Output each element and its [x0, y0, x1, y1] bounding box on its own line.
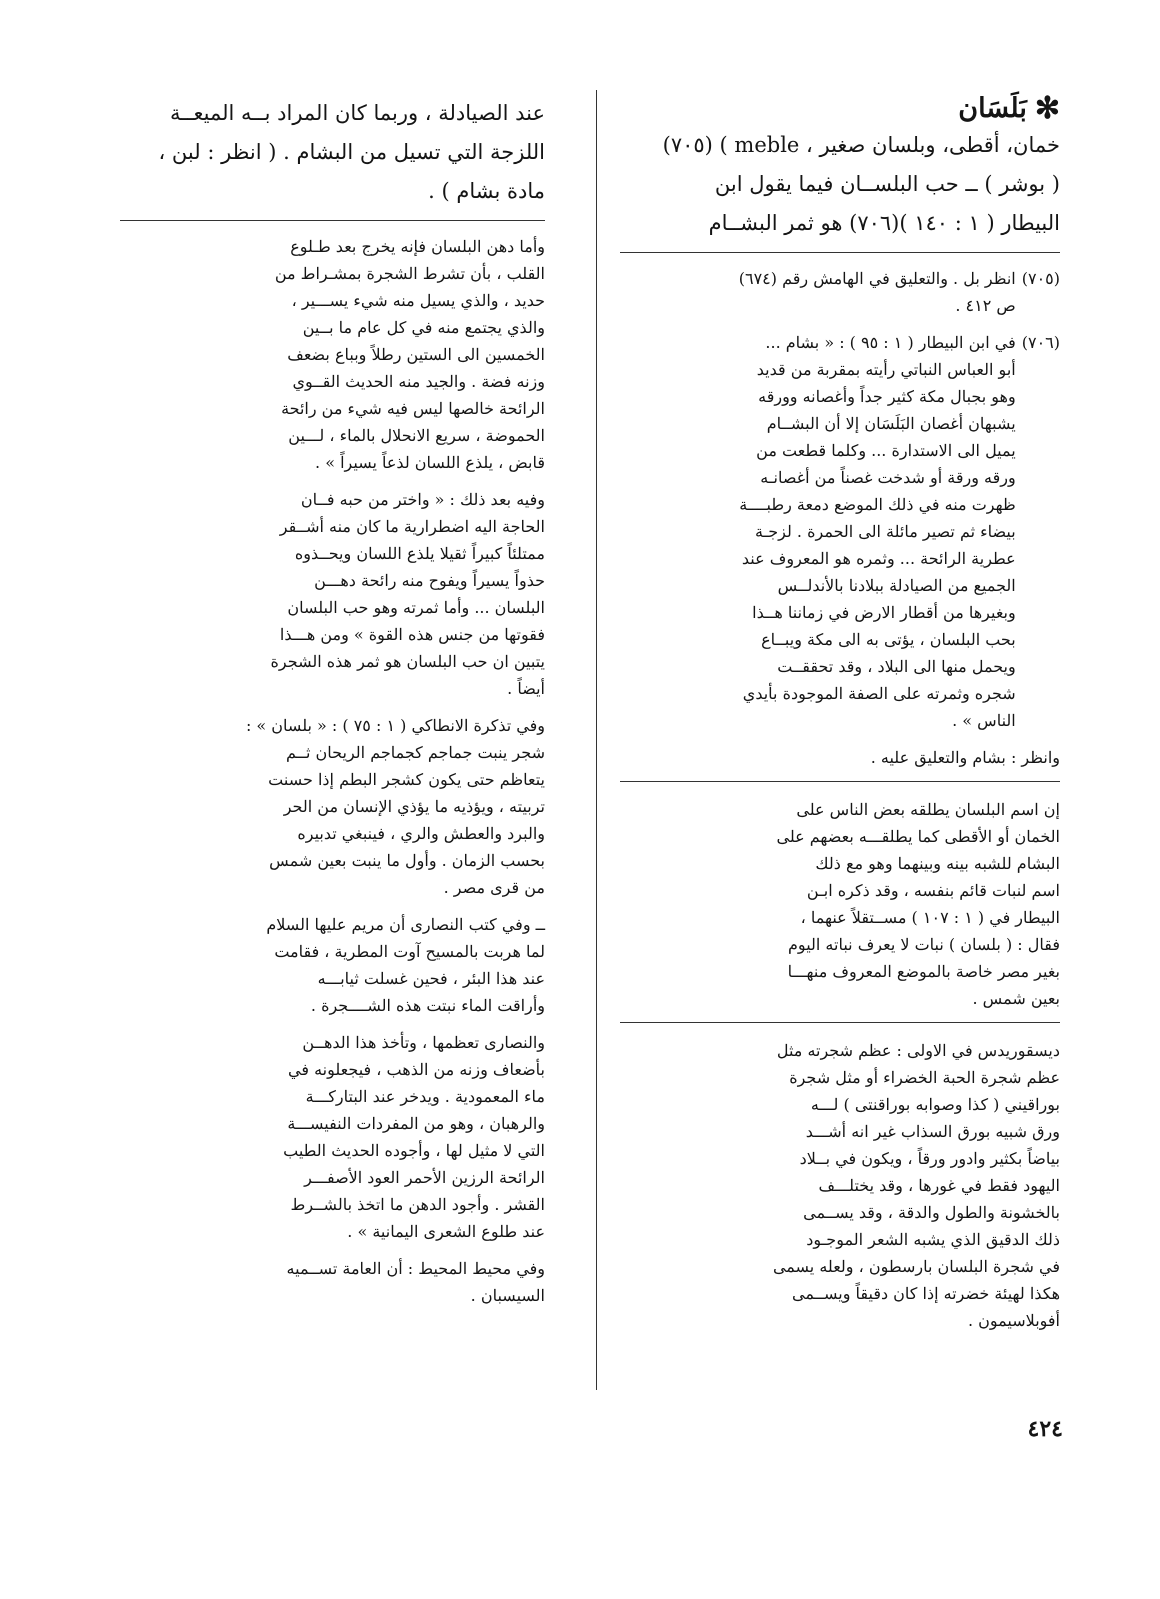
text-line: ديسقوريدس في الاولى : عظم شجرته مثل	[776, 1041, 1060, 1060]
text-line: التي لا مثيل لها ، وأجوده الحديث الطيب	[283, 1141, 545, 1160]
headword-title: بَلَسَان	[958, 93, 1027, 124]
footnote-line: ورقه ورقة أو شدخت غصناً من أغصانـه	[760, 468, 1016, 487]
entry-intro	[620, 126, 1060, 243]
text-line: البيطار في ( ١ : ١٠٧ ) مســتقلاً عنهما ،	[800, 908, 1060, 927]
footnote-line: يشبهان أغصان البَلَسَان إلا أن البشــام	[766, 414, 1016, 433]
paragraph	[620, 796, 1060, 1012]
text-line: لما هربت بالمسيح آوت المطرية ، فقامت	[274, 942, 545, 961]
text-line: الحاجة اليه اضطرارية ما كان منه أشــقر	[279, 517, 545, 536]
footnote-body	[620, 329, 1016, 734]
text-line: عند الصيادلة ، وربما كان المراد بــه الميعــة	[169, 101, 545, 125]
asterisk-icon: ✻	[1034, 91, 1060, 126]
column-divider	[596, 90, 597, 1390]
text-line: أيضاً .	[507, 679, 545, 698]
paragraph	[120, 486, 545, 702]
footnote-line: وبغيرها من أقطار الارض في زماننا هــذا	[752, 603, 1016, 622]
text-line: تربيته ، ويؤذيه ما يؤذي الإنسان من الحر	[283, 797, 545, 816]
text-line: إن اسم البلسان يطلقه بعض الناس على	[796, 800, 1060, 819]
text-line: في شجرة البلسان بارسطون ، ولعله يسمى	[772, 1257, 1060, 1276]
intro-line: ( بوشر ) ــ حب البلســان فيما يقول ابن	[714, 172, 1060, 196]
text-line: بعين شمس .	[972, 989, 1060, 1008]
section-separator	[620, 1022, 1060, 1023]
footnote-number: (٧٠٥)	[1021, 269, 1060, 288]
entry-headword	[620, 92, 1060, 126]
footnote-line: ص ٤١٢ .	[955, 296, 1016, 315]
text-line: وفي محيط المحيط : أن العامة تســميه	[286, 1259, 545, 1278]
text-line: ــ وفي كتب النصارى أن مريم عليها السلام	[266, 915, 545, 934]
text-line: وزنه فضة . والجيد منه الحديث القــوي	[292, 372, 545, 391]
footnote-line: انظر بل . والتعليق في الهامش رقم (٦٧٤)	[738, 269, 1016, 288]
text-line: يتعاظم حتى يكون كشجر البطم إذا حسنت	[268, 770, 545, 789]
text-line: عند طلوع الشعرى اليمانية » .	[347, 1222, 545, 1241]
paragraph	[120, 911, 545, 1019]
text-line: اللزجة التي تسيل من البشام . ( انظر : لبن ،	[158, 140, 545, 164]
text-line: قابض ، يلذع اللسان لذعاً يسيراً » .	[315, 453, 545, 472]
text-line: القلب ، بأن تشرط الشجرة بمشـراط من	[274, 264, 545, 283]
footnote-line: في ابن البيطار ( ١ : ٩٥ ) : « بشام ...	[765, 333, 1016, 352]
continuation-text	[120, 94, 545, 211]
text-line: وفيه بعد ذلك : « واختر من حبه فــان	[300, 490, 545, 509]
text-line: فقال : ( بلسان ) نبات لا يعرف نباته اليوم	[788, 935, 1060, 954]
text-line: من قرى مصر .	[443, 878, 545, 897]
paragraph	[120, 712, 545, 901]
section-separator	[620, 781, 1060, 782]
footnote-line: شجره وثمرته على الصفة الموجودة بأيدي	[742, 684, 1016, 703]
text-line: وأما دهن البلسان فإنه يخرج بعد طـلوع	[290, 237, 545, 256]
text-line: هكذا لهيئة خضرته إذا كان دقيقاً ويســمى	[792, 1284, 1060, 1303]
footnote-line: بيضاء ثم تصير مائلة الى الحمرة . لزجـة	[754, 522, 1016, 541]
text-line: بياضاً بكثير وادور ورقاً ، ويكون في بــلاد	[799, 1149, 1060, 1168]
page-number: ٤٢٤	[1027, 1416, 1063, 1442]
text-line: البلسان ... وأما ثمرته وهو حب البلسان	[287, 598, 545, 617]
left-column	[120, 92, 545, 1319]
text-line: والبرد والعطش والري ، فينبغي تدبيره	[297, 824, 545, 843]
text-line: بالخشونة والطول والدقة ، وقد يســمى	[803, 1203, 1060, 1222]
footnote-separator	[620, 252, 1060, 253]
footnote-line: ويحمل منها الى البلاد ، وقد تحققــت	[777, 657, 1016, 676]
footnote-line: ظهرت منه في ذلك الموضع دمعة رطبــــة	[739, 495, 1016, 514]
paragraph	[120, 233, 545, 476]
text-line: ورق شبيه بورق السذاب غير انه أشـــد	[805, 1122, 1060, 1141]
paragraph	[120, 1255, 545, 1309]
intro-line: خمان، أقطى، وبلسان صغير ، meble ) (٧٠٥)	[662, 133, 1060, 157]
text-line: والذي يجتمع منه في كل عام ما بــين	[302, 318, 545, 337]
text-line: وأراقت الماء نبتت هذه الشــــجرة .	[310, 996, 545, 1015]
intro-line: البيطار ( ١ : ١٤٠ )(٧٠٦) هو ثمر البشــام	[708, 211, 1060, 235]
footnote-705	[620, 265, 1060, 319]
footnote-line: عطرية الرائحة ... وثمره هو المعروف عند	[741, 549, 1016, 568]
text-line: الخمسين الى الستين رطلاً وبباع بضعف	[287, 345, 545, 364]
text-line: بحسب الزمان . وأول ما ينبت بعين شمس	[269, 851, 545, 870]
text-line: اليهود فقط في غورها ، وقد يختلـــف	[818, 1176, 1060, 1195]
footnote-number: (٧٠٦)	[1021, 333, 1060, 352]
text-line: ممتلئاً كبيراً ثقيلا يلذع اللسان ويحــذوه	[294, 544, 545, 563]
footnote-line: أبو العباس النباتي رأيته بمقربة من قديد	[756, 360, 1016, 379]
text-line: وفي تذكرة الانطاكي ( ١ : ٧٥ ) : « بلسان » :	[245, 716, 545, 735]
text-line: عند هذا البئر ، فحين غسلت ثيابـــه	[317, 969, 545, 988]
footnote-body	[620, 265, 1016, 319]
footnote-line: بحب البلسان ، يؤتى به الى مكة ويبــاع	[761, 630, 1016, 649]
text-line: القشر . وأجود الدهن ما اتخذ بالشــرط	[290, 1195, 545, 1214]
text-line: السيسبان .	[470, 1286, 545, 1305]
text-line: الخمان أو الأقطى كما يطلقـــه بعضهم على	[776, 827, 1060, 846]
text-line: مادة بشام ) .	[428, 179, 545, 203]
paragraph	[620, 1037, 1060, 1334]
text-line: بأضعاف وزنه من الذهب ، فيجعلونه في	[288, 1060, 545, 1079]
text-line: الحموضة ، سريع الانحلال بالماء ، لـــين	[288, 426, 545, 445]
footnote-line: يميل الى الاستدارة ... وكلما قطعت من	[756, 441, 1016, 460]
text-line: حذواً يسيراً ويفوح منه رائحة دهـــن	[314, 571, 545, 590]
right-column	[620, 92, 1060, 1344]
text-line: البشام للشبه بينه وبينهما وهو مع ذلك	[815, 854, 1060, 873]
text-line: فقوتها من جنس هذه القوة » ومن هـــذا	[279, 625, 545, 644]
text-line: اسم لنبات قائم بنفسه ، وقد ذكره ابـن	[806, 881, 1060, 900]
text-line: والنصارى تعظمها ، وتأخذ هذا الدهــن	[302, 1033, 545, 1052]
text-line: حديد ، والذي يسيل منه شيء يســـير ،	[291, 291, 545, 310]
text-line: عظم شجرة الحبة الخضراء أو مثل شجرة	[789, 1068, 1060, 1087]
text-line: والرهبان ، وهو من المفردات النفيســـة	[287, 1114, 545, 1133]
text-line: ذلك الدقيق الذي يشبه الشعر الموجـود	[806, 1230, 1060, 1249]
see-also-note: وانظر : بشام والتعليق عليه .	[870, 748, 1060, 767]
footnote-line: الناس » .	[952, 711, 1016, 730]
text-line: بوراقيني ( كذا وصوابه بوراقنتى ) لـــه	[810, 1095, 1060, 1114]
text-line: ماء المعمودية . ويدخر عند البتاركـــة	[305, 1087, 545, 1106]
footnote-line: الجميع من الصيادلة ببلادنا بالأندلــس	[777, 576, 1016, 595]
text-line: شجر ينبت جماجم كجماجم الريحان ثــم	[285, 743, 545, 762]
text-line: يتبين ان حب البلسان هو ثمر هذه الشجرة	[270, 652, 545, 671]
text-line: الرائحة الرزين الأحمر العود الأصفـــر	[304, 1168, 545, 1187]
footnote-line: وهو بجبال مكة كثير جداً وأغصانه وورقه	[758, 387, 1016, 406]
footnote-706	[620, 329, 1060, 734]
section-separator	[120, 220, 545, 221]
paragraph	[120, 1029, 545, 1245]
text-line: بغير مصر خاصة بالموضع المعروف منهـــا	[787, 962, 1060, 981]
text-line: أفوبلاسيمون .	[967, 1311, 1060, 1330]
text-line: الرائحة خالصها ليس فيه شيء من رائحة	[281, 399, 545, 418]
